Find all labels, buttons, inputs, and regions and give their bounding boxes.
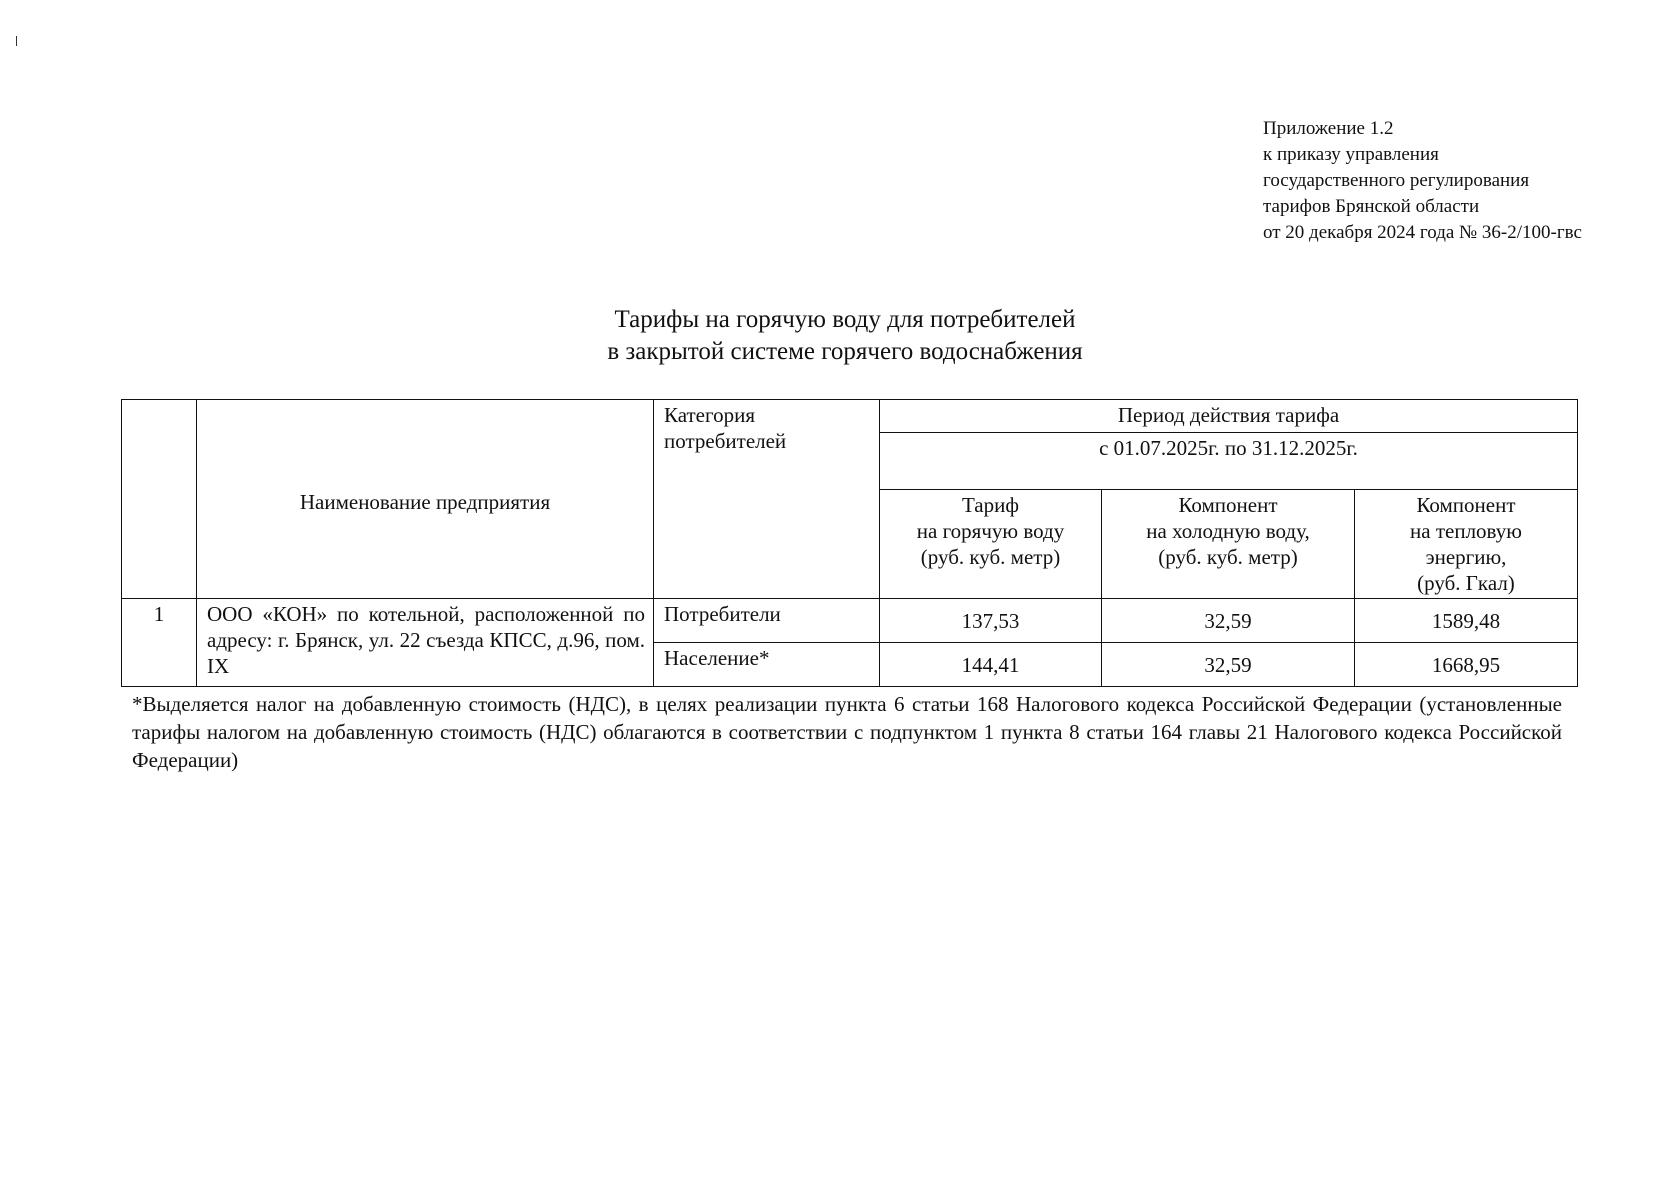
cold-water-component-value: 32,59 bbox=[1102, 643, 1355, 687]
header-hot-line: на горячую воду bbox=[916, 519, 1065, 543]
header-heat-line: (руб. Гкал) bbox=[1417, 571, 1515, 595]
document-title bbox=[0, 304, 1671, 368]
appendix-line: тарифов Брянской области bbox=[1263, 196, 1480, 217]
header-cold-water-component bbox=[1102, 490, 1355, 599]
consumer-category: Потребители bbox=[654, 599, 880, 643]
title-line: Тарифы на горячую воду для потребителей bbox=[614, 306, 1076, 333]
header-heat-energy-component bbox=[1355, 490, 1578, 599]
header-category-line: потребителей bbox=[664, 429, 787, 453]
header-cold-line: Компонент bbox=[1178, 493, 1278, 517]
appendix-line: Приложение 1.2 bbox=[1263, 118, 1394, 139]
header-heat-line: энергию, bbox=[1425, 545, 1507, 569]
header-cold-line: на холодную воду, bbox=[1146, 519, 1310, 543]
title-line: в закрытой системе горячего водоснабжения bbox=[607, 338, 1083, 365]
header-category-line: Категория bbox=[664, 403, 755, 427]
appendix-line: от 20 декабря 2024 года № 36-2/100-гвс bbox=[1263, 222, 1582, 243]
hot-water-tariff-value: 144,41 bbox=[880, 643, 1102, 687]
header-number-cell bbox=[122, 400, 197, 599]
hot-water-tariff-value: 137,53 bbox=[880, 599, 1102, 643]
header-cold-line: (руб. куб. метр) bbox=[1158, 545, 1298, 569]
header-hot-line: Тариф bbox=[962, 493, 1019, 517]
table-row bbox=[122, 599, 1578, 643]
appendix-reference bbox=[1263, 116, 1582, 246]
scan-tick-mark bbox=[16, 36, 17, 46]
header-heat-line: на тепловую bbox=[1410, 519, 1522, 543]
header-consumer-category bbox=[654, 400, 880, 599]
header-period-dates: с 01.07.2025г. по 31.12.2025г. bbox=[880, 433, 1578, 490]
vat-footnote: *Выделяется налог на добавленную стоимость (НДС), в целях реализации пункта 6 статьи 168 Налогового кодекса Российской Федерации (установленные тарифы налогом на добавленную стоимость (НДС) облагаются в соответствии с подпунктом 1 пункта 8 статьи 164 главы 21 Налогового кодекса Российской Федерации) bbox=[132, 692, 1562, 772]
header-hot-line: (руб. куб. метр) bbox=[920, 545, 1061, 569]
header-hot-water-tariff bbox=[880, 490, 1102, 599]
header-tariff-period: Период действия тарифа bbox=[880, 400, 1578, 433]
header-heat-line: Компонент bbox=[1416, 493, 1516, 517]
tariff-table bbox=[121, 399, 1578, 687]
enterprise-name: ООО «КОН» по котельной, расположенной по адресу: г. Брянск, ул. 22 съезда КПСС, д.96, пом. IX bbox=[197, 599, 654, 687]
cold-water-component-value: 32,59 bbox=[1102, 599, 1355, 643]
appendix-line: к приказу управления bbox=[1263, 144, 1439, 165]
heat-energy-component-value: 1668,95 bbox=[1355, 643, 1578, 687]
header-enterprise-name: Наименование предприятия bbox=[197, 400, 654, 599]
heat-energy-component-value: 1589,48 bbox=[1355, 599, 1578, 643]
appendix-line: государственного регулирования bbox=[1263, 170, 1530, 191]
table-header-row bbox=[122, 400, 1578, 433]
consumer-category: Население* bbox=[654, 643, 880, 687]
row-number: 1 bbox=[122, 599, 197, 687]
